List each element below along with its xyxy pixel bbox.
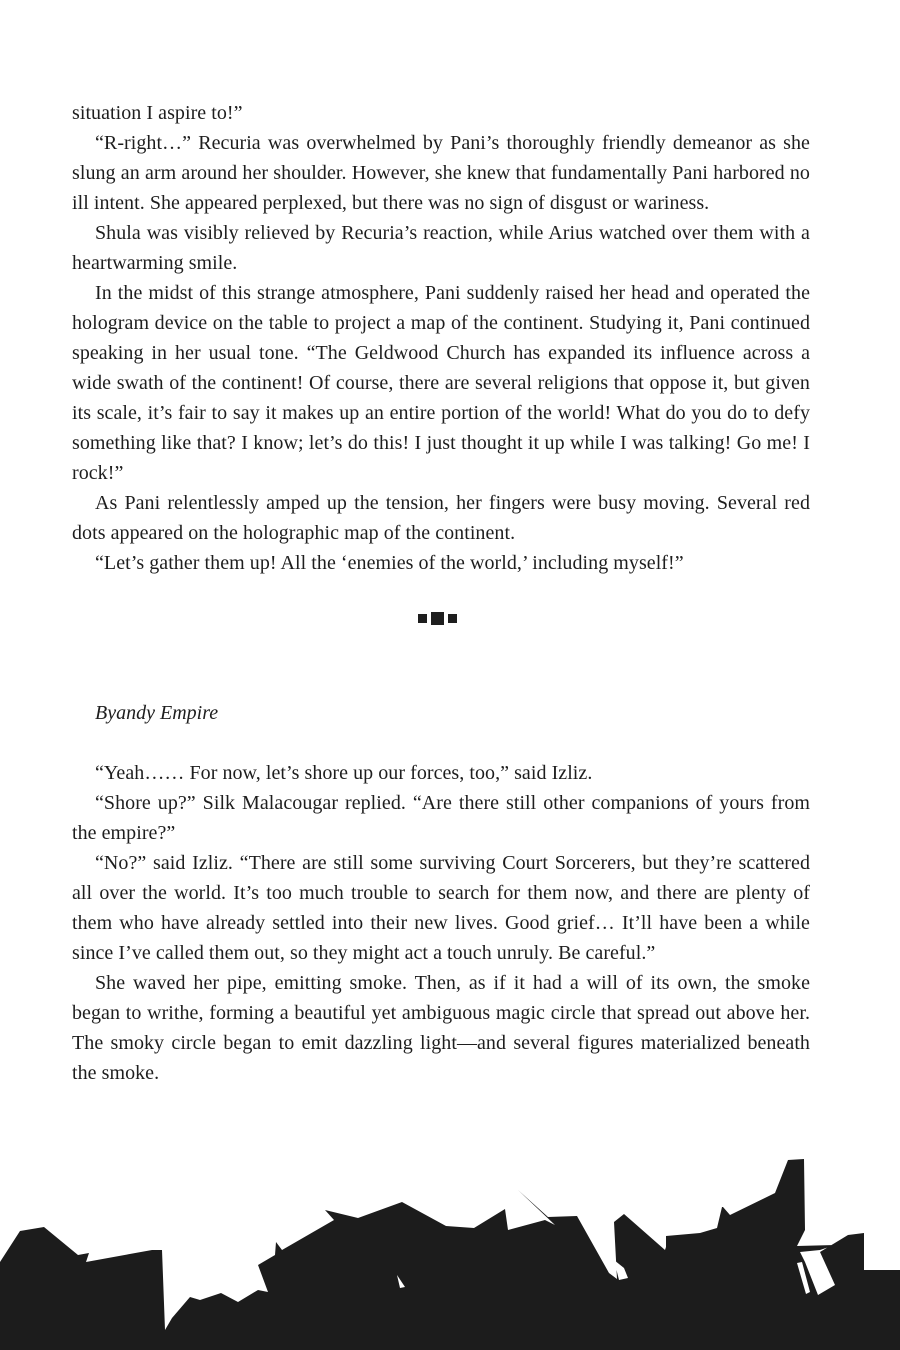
location-heading: Byandy Empire bbox=[95, 702, 219, 724]
ornament-square-left bbox=[418, 614, 427, 623]
ruined-city-skyline-icon bbox=[0, 1150, 900, 1350]
section-two bbox=[72, 698, 810, 1088]
section-one bbox=[72, 98, 810, 578]
paragraph: Shula was visibly relieved by Recuria’s reaction, while Arius watched over them with a heartwarming smile. bbox=[72, 222, 810, 274]
ornament-square-right bbox=[448, 614, 457, 623]
paragraph: “Shore up?” Silk Malacougar replied. “Are there still other companions of yours from the empire?” bbox=[72, 792, 810, 844]
paragraph: situation I aspire to!” bbox=[72, 102, 243, 124]
scene-break bbox=[72, 578, 810, 698]
paragraph: “No?” said Izliz. “There are still some surviving Court Sorcerers, but they’re scattered all over the world. It’s too much trouble to search for them now, and there are plenty of them who have already settled into their new lives. Good grief… It’ll have been a while since I’ve called them out, so they might act a touch unruly. Be careful.” bbox=[72, 852, 810, 964]
paragraph: In the midst of this strange atmosphere, Pani suddenly raised her head and operated the hologram device on the table to project a map of the continent. Studying it, Pani continued speaking in her usual tone. “The Geldwood Church has expanded its influence across a wide swath of the continent! Of course, there are several religions that oppose it, but given its scale, it’s fair to say it makes up an entire portion of the world! What do you do to defy something like that? I know; let’s do this! I just thought it up while I was talking! Go me! I rock!” bbox=[72, 282, 810, 484]
three-squares-ornament-icon bbox=[418, 612, 457, 625]
paragraph: As Pani relentlessly amped up the tension, her fingers were busy moving. Several red dots appeared on the holographic map of the continent. bbox=[72, 492, 810, 544]
paragraph: “Let’s gather them up! All the ‘enemies of the world,’ including myself!” bbox=[95, 552, 684, 574]
ornament-square-center bbox=[431, 612, 444, 625]
book-page bbox=[72, 98, 810, 1088]
paragraph: “Yeah…… For now, let’s shore up our forces, too,” said Izliz. bbox=[95, 762, 593, 784]
paragraph: She waved her pipe, emitting smoke. Then, as if it had a will of its own, the smoke began to writhe, forming a beautiful yet ambiguous magic circle that spread out above her. The smoky circle began to emit dazzling light—and several figures materialized beneath the smoke. bbox=[72, 972, 810, 1084]
paragraph: “R-right…” Recuria was overwhelmed by Pani’s thoroughly friendly demeanor as she slung an arm around her shoulder. However, she knew that fundamentally Pani harbored no ill intent. She appeared perplexed, but there was no sign of disgust or wariness. bbox=[72, 132, 810, 214]
